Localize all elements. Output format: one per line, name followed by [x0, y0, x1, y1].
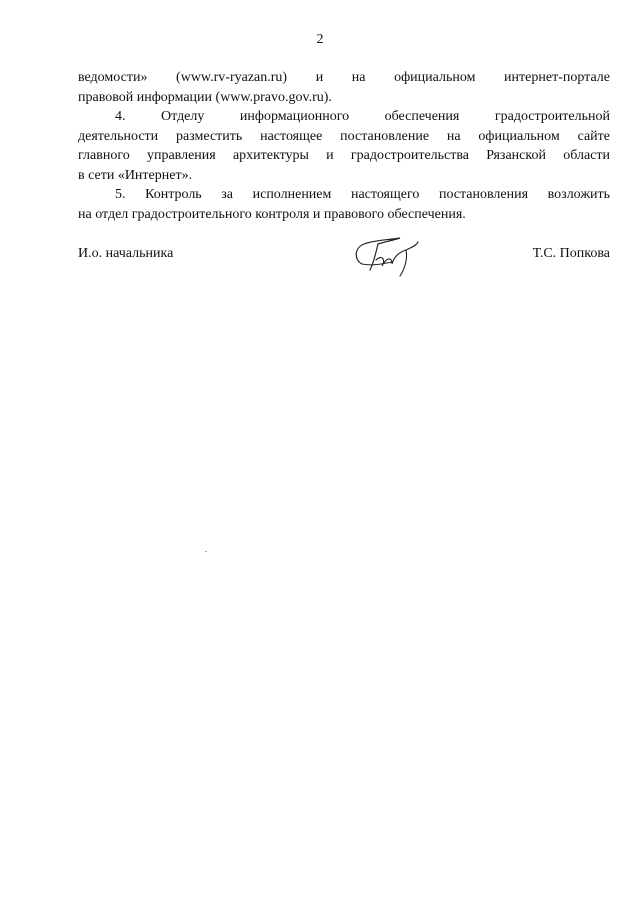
- signatory-title: И.о. начальника: [78, 246, 174, 261]
- text-line: ведомости» (www.rv-ryazan.ru) и на официальном интернет-портале: [78, 70, 610, 85]
- text-line: 4. Отделу информационного обеспечения градостроительной: [115, 109, 610, 124]
- page-number: 2: [316, 32, 324, 47]
- text-line: на отдел градостроительного контроля и правового обеспечения.: [78, 206, 466, 222]
- scan-speck: [205, 551, 207, 552]
- paragraph-3-continuation: [78, 68, 610, 107]
- text-line: правовой информации (www.pravo.gov.ru).: [78, 89, 332, 105]
- document-body: [78, 68, 610, 224]
- text-line: главного управления архитектуры и градостроительства Рязанской области: [78, 148, 610, 163]
- signature-block: [78, 244, 610, 284]
- handwritten-signature-icon: [348, 230, 428, 280]
- text-line: деятельности разместить настоящее постановление на официальном сайте: [78, 128, 610, 144]
- text-line: в сети «Интернет».: [78, 167, 193, 183]
- paragraph-5: [78, 185, 610, 224]
- paragraph-4: [78, 107, 610, 185]
- signatory-name: Т.С. Попкова: [532, 246, 610, 261]
- text-line: 5. Контроль за исполнением настоящего постановления возложить: [115, 187, 610, 202]
